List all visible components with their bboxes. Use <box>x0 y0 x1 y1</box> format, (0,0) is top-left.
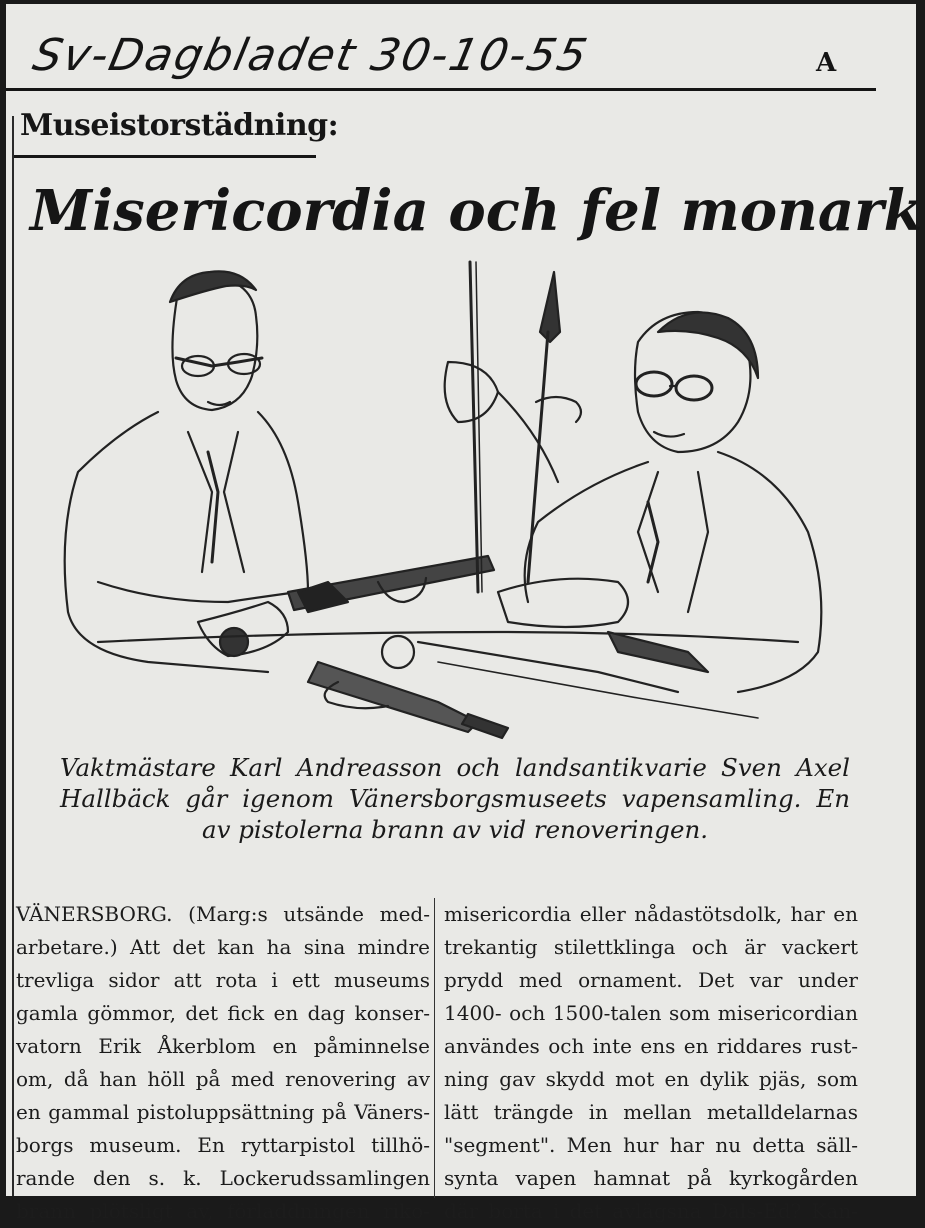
body-line: om, då han höll på med renovering av <box>16 1067 430 1091</box>
body-line: VÄNERSBORG. (Marg:s utsände med- <box>16 902 430 926</box>
body-line: ning gav skydd mot en dylik pjäs, som <box>444 1067 858 1091</box>
body-line: trekantig stilettklinga och är vackert <box>444 935 858 959</box>
source-letter: A <box>816 48 837 78</box>
article-kicker: Museistorstädning: <box>20 108 339 143</box>
body-line: vatorn Erik Åkerblom en påminnelse <box>16 1034 430 1058</box>
body-line: borgs museum. En ryttarpistol tillhö- <box>16 1133 430 1157</box>
body-line: rande den s. k. Lockerudssamlingen <box>16 1166 430 1190</box>
column-left <box>16 898 430 1228</box>
body-line: arbetare.) Att det kan ha sina mindre <box>16 935 430 959</box>
body-line: användes och inte ens en riddares rust- <box>444 1034 858 1058</box>
body-line: lätt trängde in mellan metalldelarnas <box>444 1100 858 1124</box>
handwritten-source-note: Sv-Dagbladet 30-10-55 <box>28 30 594 81</box>
body-line: "segment". Men hur har nu detta säll- <box>444 1133 858 1157</box>
article-headline: Misericordia och fel monark <box>30 178 923 244</box>
body-line: en gammal pistoluppsättning på Väners- <box>16 1100 430 1124</box>
drawing-two-men-inspecting-weapons-icon <box>58 262 848 742</box>
article-illustration <box>58 262 848 742</box>
body-line: gamla gömmor, det fick en dag konser- <box>16 1001 430 1025</box>
body-line: brann plötsligt av, förladdningen riko- <box>16 1199 430 1223</box>
illustration-caption: Vaktmästare Karl Andreasson och landsantikvarie Sven Axel Hallbäck går igenom Vänersborgsmuseets vapensamling. En av pistolerna brann av vid renoveringen. <box>60 753 850 844</box>
body-line: trevliga sidor att rota i ett museums <box>16 968 430 992</box>
body-line: där borta i det avlägsna Dals-Ed? Kan- <box>444 1199 858 1223</box>
body-line: synta vapen hamnat på kyrkogården <box>444 1166 858 1190</box>
header-rule <box>6 88 876 91</box>
body-line: 1400- och 1500-talen som misericordian <box>444 1001 858 1025</box>
left-margin-rule <box>12 116 14 1196</box>
column-right <box>444 898 858 1228</box>
newspaper-clipping <box>6 4 923 1223</box>
kicker-underline <box>14 155 316 158</box>
column-divider <box>434 898 435 1198</box>
body-line: misericordia eller nådastötsdolk, har en <box>444 902 858 926</box>
article-body <box>16 898 896 1223</box>
body-line: prydd med ornament. Det var under <box>444 968 858 992</box>
